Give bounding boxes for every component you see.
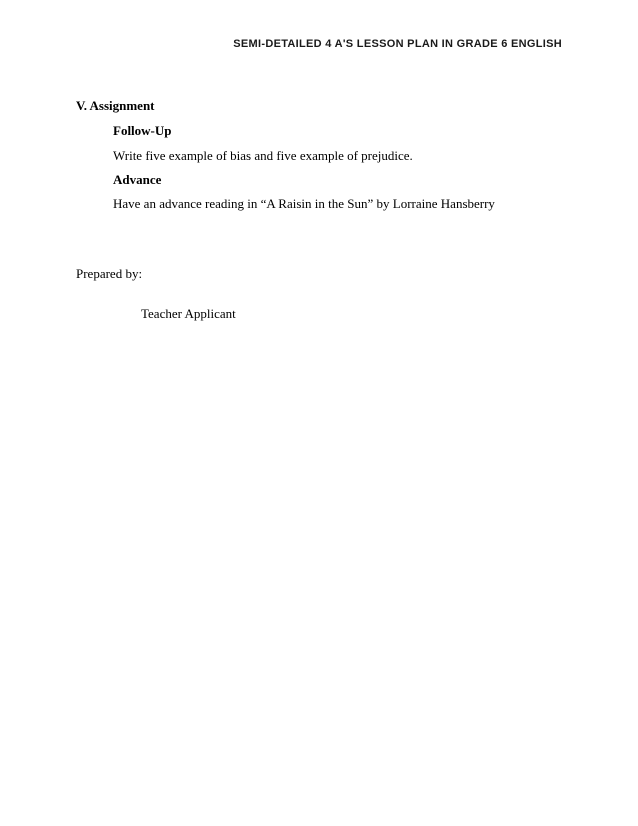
- page-header-title: SEMI-DETAILED 4 A'S LESSON PLAN IN GRADE 6 ENGLISH: [233, 38, 562, 50]
- follow-up-text: Write five example of bias and five example of prejudice.: [113, 148, 413, 163]
- advance-title: Advance: [113, 172, 162, 187]
- assignment-heading: V. Assignment: [76, 98, 155, 113]
- advance-text: Have an advance reading in “A Raisin in the Sun” by Lorraine Hansberry: [113, 196, 495, 211]
- prepared-by-label: Prepared by:: [76, 266, 143, 281]
- preparer-name: Teacher Applicant: [141, 306, 236, 321]
- follow-up-title: Follow-Up: [113, 123, 172, 138]
